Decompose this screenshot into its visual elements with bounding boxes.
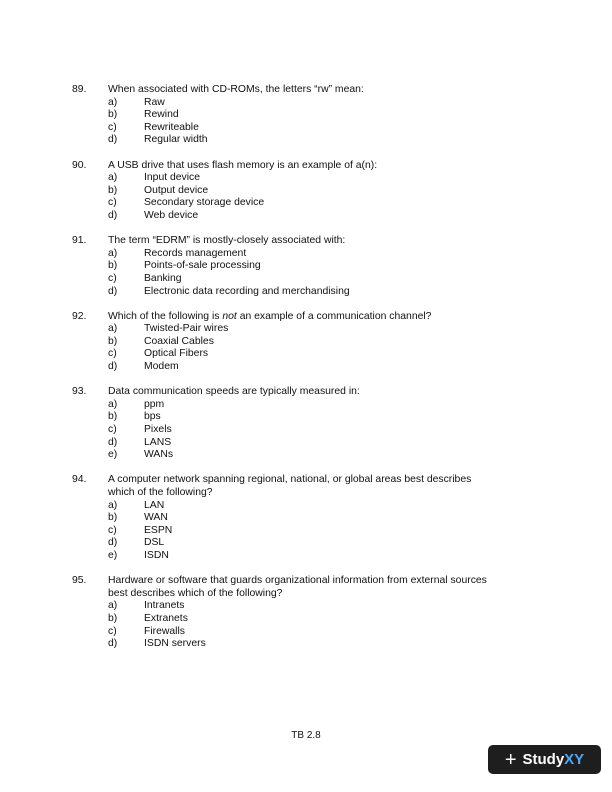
option-text: LAN	[144, 499, 165, 511]
option-letter: c)	[108, 524, 117, 536]
stem-line: A USB drive that uses flash memory is an example of a(n):	[108, 159, 378, 171]
answer-option	[72, 172, 532, 185]
option-letter: d)	[108, 638, 118, 650]
answer-option	[72, 626, 532, 639]
option-text: ppm	[144, 398, 165, 410]
answer-option	[72, 537, 532, 550]
answer-option	[72, 273, 532, 286]
question-list	[72, 84, 532, 663]
option-text: Rewriteable	[144, 121, 199, 133]
option-letter: a)	[108, 96, 118, 108]
answer-option	[72, 260, 532, 273]
question-stem	[108, 311, 532, 324]
stem-text: Which of the following is	[108, 310, 223, 322]
stem-emphasis: not	[222, 310, 237, 322]
question-number: 93.	[72, 386, 87, 398]
question-item	[72, 160, 532, 223]
question-number: 91.	[72, 235, 87, 247]
option-letter: a)	[108, 172, 118, 184]
option-text: Points-of-sale processing	[144, 260, 261, 272]
answer-option	[72, 248, 532, 261]
option-text: ISDN servers	[144, 638, 206, 650]
answer-option	[72, 424, 532, 437]
option-letter: b)	[108, 335, 118, 347]
option-text: Rewind	[144, 109, 179, 121]
option-letter: d)	[108, 134, 118, 146]
option-text: Input device	[144, 172, 201, 184]
option-text: Records management	[144, 247, 247, 259]
option-letter: d)	[108, 361, 118, 373]
option-letter: a)	[108, 247, 118, 259]
option-text: WANs	[144, 449, 174, 461]
answer-option	[72, 638, 532, 651]
question-number: 92.	[72, 310, 87, 322]
option-letter: d)	[108, 436, 118, 448]
option-text: Coaxial Cables	[144, 335, 214, 347]
option-text: Electronic data recording and merchandising	[144, 285, 350, 297]
option-letter: e)	[108, 449, 118, 461]
question-stem	[108, 235, 532, 248]
option-letter: b)	[108, 612, 118, 624]
answer-option	[72, 512, 532, 525]
option-text: Intranets	[144, 600, 185, 612]
option-letter: d)	[108, 285, 118, 297]
answer-option	[72, 197, 532, 210]
option-text: Twisted-Pair wires	[144, 323, 229, 335]
option-letter: c)	[108, 424, 117, 436]
question-item	[72, 84, 532, 147]
question-stem	[108, 575, 532, 600]
option-text: Output device	[144, 184, 209, 196]
question-item	[72, 311, 532, 374]
plus-icon: +	[504, 748, 517, 771]
option-letter: d)	[108, 209, 118, 221]
stem-line: A computer network spanning regional, national, or global areas best describes	[108, 474, 472, 486]
option-letter: a)	[108, 398, 118, 410]
answer-option	[72, 97, 532, 110]
answer-option	[72, 348, 532, 361]
option-letter: a)	[108, 499, 118, 511]
option-letter: c)	[108, 121, 117, 133]
option-text: Web device	[144, 209, 199, 221]
option-text: WAN	[144, 512, 168, 524]
option-letter: b)	[108, 512, 118, 524]
answer-option	[72, 613, 532, 626]
option-text: ESPN	[144, 524, 173, 536]
option-text: Modem	[144, 361, 179, 373]
option-letter: c)	[108, 197, 117, 209]
option-text: Banking	[144, 272, 182, 284]
studyxy-badge[interactable]	[488, 745, 601, 774]
option-text: Regular width	[144, 134, 208, 146]
answer-option	[72, 210, 532, 223]
option-text: bps	[144, 411, 161, 423]
option-letter: b)	[108, 184, 118, 196]
answer-option	[72, 399, 532, 412]
option-letter: c)	[108, 348, 117, 360]
question-stem	[108, 160, 532, 173]
stem-line: Data communication speeds are typically measured in:	[108, 386, 360, 398]
answer-option	[72, 109, 532, 122]
brand-suffix: XY	[564, 751, 585, 768]
option-text: Optical Fibers	[144, 348, 209, 360]
option-text: Pixels	[144, 424, 172, 436]
question-item	[72, 235, 532, 298]
option-letter: b)	[108, 109, 118, 121]
answer-option	[72, 185, 532, 198]
answer-option	[72, 500, 532, 513]
question-number: 94.	[72, 474, 87, 486]
option-letter: b)	[108, 411, 118, 423]
option-letter: c)	[108, 625, 117, 637]
answer-option	[72, 411, 532, 424]
stem-line: The term “EDRM” is mostly-closely associated with:	[108, 235, 346, 247]
option-letter: a)	[108, 600, 118, 612]
answer-option	[72, 323, 532, 336]
option-text: LANS	[144, 436, 172, 448]
answer-option	[72, 600, 532, 613]
answer-option	[72, 550, 532, 563]
answer-option	[72, 286, 532, 299]
option-text: Firewalls	[144, 625, 185, 637]
brand-prefix: Study	[522, 751, 565, 768]
question-stem	[108, 386, 532, 399]
answer-option	[72, 336, 532, 349]
option-letter: a)	[108, 323, 118, 335]
option-letter: d)	[108, 537, 118, 549]
answer-option	[72, 437, 532, 450]
answer-option	[72, 449, 532, 462]
option-text: DSL	[144, 537, 165, 549]
stem-line: best describes which of the following?	[108, 587, 283, 599]
question-item	[72, 474, 532, 562]
option-text: Extranets	[144, 612, 188, 624]
stem-line: When associated with CD-ROMs, the letters “rw” mean:	[108, 84, 364, 95]
option-text: ISDN	[144, 549, 169, 561]
question-item	[72, 386, 532, 462]
question-number: 90.	[72, 159, 87, 171]
question-item	[72, 575, 532, 651]
stem-line: Hardware or software that guards organizational information from external sources	[108, 575, 487, 587]
option-letter: c)	[108, 272, 117, 284]
stem-line: which of the following?	[108, 487, 213, 498]
option-letter: e)	[108, 549, 118, 561]
question-number: 89.	[72, 84, 87, 95]
question-stem	[108, 84, 532, 97]
question-number: 95.	[72, 575, 87, 587]
stem-text: an example of a communication channel?	[236, 310, 432, 322]
option-text: Secondary storage device	[144, 197, 265, 209]
answer-option	[72, 134, 532, 147]
question-stem	[108, 474, 532, 499]
option-text: Raw	[144, 96, 165, 108]
answer-option	[72, 361, 532, 374]
page-footer: TB 2.8	[291, 730, 321, 741]
answer-option	[72, 525, 532, 538]
answer-option	[72, 122, 532, 135]
option-letter: b)	[108, 260, 118, 272]
